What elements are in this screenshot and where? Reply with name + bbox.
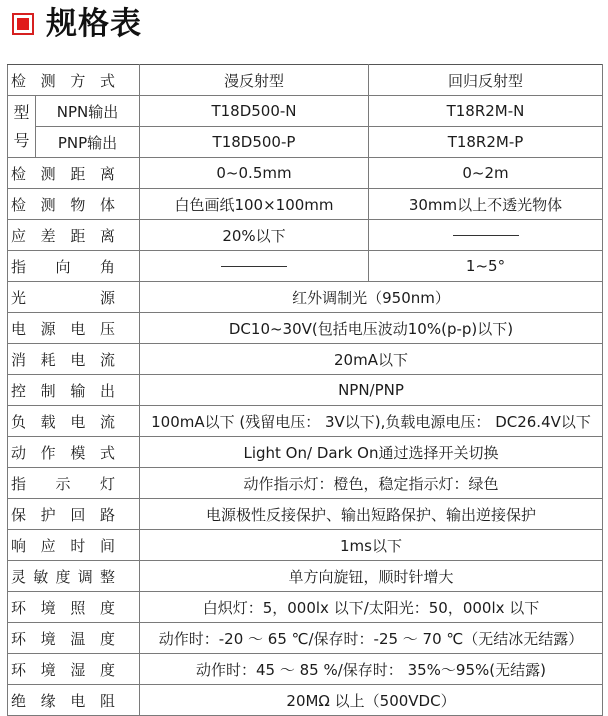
retro-value [369,220,603,251]
table-row [8,313,603,344]
spec-value: 红外调制光（950nm） [140,282,603,313]
spec-value: NPN/PNP [140,375,603,406]
spec-value: 动作时：-20 ～ 65 ℃/保存时：-25 ～ 70 ℃（无结冰无结露） [140,623,603,654]
table-row [8,623,603,654]
retro-value: 0~2m [369,158,603,189]
not-applicable-dash [221,266,287,267]
table-row [8,468,603,499]
row-label: 电 源 电 压 [8,313,140,344]
pnp-diffuse-model: T18D500-P [140,127,369,158]
row-label: 消 耗 电 流 [8,344,140,375]
row-label: 检 测 方 式 [8,65,140,96]
row-label: 响 应 时 间 [8,530,140,561]
table-row [8,189,603,220]
npn-retro-model: T18R2M-N [369,96,603,127]
row-label: 检 测 距 离 [8,158,140,189]
row-label: 环 境 照 度 [8,592,140,623]
npn-output-label: NPN输出 [36,96,140,127]
not-applicable-dash [453,235,519,236]
retro-value: 1~5° [369,251,603,282]
table-header-row [8,65,603,96]
table-row [8,406,603,437]
row-label: 检 测 物 体 [8,189,140,220]
row-label: 灵 敏 度 调 整 [8,561,140,592]
table-row [8,654,603,685]
table-row [8,158,603,189]
spec-value: 电源极性反接保护、输出短路保护、输出逆接保护 [140,499,603,530]
row-label: 环 境 温 度 [8,623,140,654]
table-row [8,282,603,313]
row-label: 控 制 输 出 [8,375,140,406]
pnp-output-label: PNP输出 [36,127,140,158]
table-row-pnp [8,127,603,158]
row-label: 动 作 模 式 [8,437,140,468]
type-label: 型 号 [8,96,36,158]
spec-value: DC10~30V(包括电压波动10%(p-p)以下) [140,313,603,344]
table-row [8,592,603,623]
table-row [8,530,603,561]
row-label: 应 差 距 离 [8,220,140,251]
diffuse-value [140,251,369,282]
spec-value: 动作时：45 ～ 85 %/保存时： 35%～95%(无结露) [140,654,603,685]
table-row-npn [8,96,603,127]
table-row [8,220,603,251]
retro-value: 30mm以上不透光物体 [369,189,603,220]
spec-value: 单方向旋钮，顺时针增大 [140,561,603,592]
spec-value: 20mA以下 [140,344,603,375]
row-label: 环 境 湿 度 [8,654,140,685]
row-label: 光 源 [8,282,140,313]
section-header [0,0,608,60]
table-row [8,499,603,530]
spec-value: 1ms以下 [140,530,603,561]
column-header-retro: 回归反射型 [369,65,603,96]
row-label: 绝 缘 电 阻 [8,685,140,716]
spec-value: 动作指示灯：橙色，稳定指示灯：绿色 [140,468,603,499]
table-row [8,375,603,406]
spec-value: 100mA以下 (残留电压： 3V以下),负载电源电压： DC26.4V以下 [140,406,603,437]
row-label: 指 向 角 [8,251,140,282]
table-row [8,251,603,282]
diffuse-value: 20%以下 [140,220,369,251]
pnp-retro-model: T18R2M-P [369,127,603,158]
diffuse-value: 0~0.5mm [140,158,369,189]
row-label: 指 示 灯 [8,468,140,499]
spec-value: 白炽灯：5，000lx 以下/太阳光：50，000lx 以下 [140,592,603,623]
row-label: 保 护 回 路 [8,499,140,530]
page-title: 规格表 [46,6,142,42]
column-header-diffuse: 漫反射型 [140,65,369,96]
row-label: 负 载 电 流 [8,406,140,437]
red-square-icon [12,13,34,35]
diffuse-value: 白色画纸100×100mm [140,189,369,220]
table-row [8,344,603,375]
table-row [8,437,603,468]
spec-value: Light On/ Dark On通过选择开关切换 [140,437,603,468]
spec-table [7,64,603,716]
table-row [8,685,603,716]
table-row [8,561,603,592]
npn-diffuse-model: T18D500-N [140,96,369,127]
spec-value: 20MΩ 以上（500VDC） [140,685,603,716]
